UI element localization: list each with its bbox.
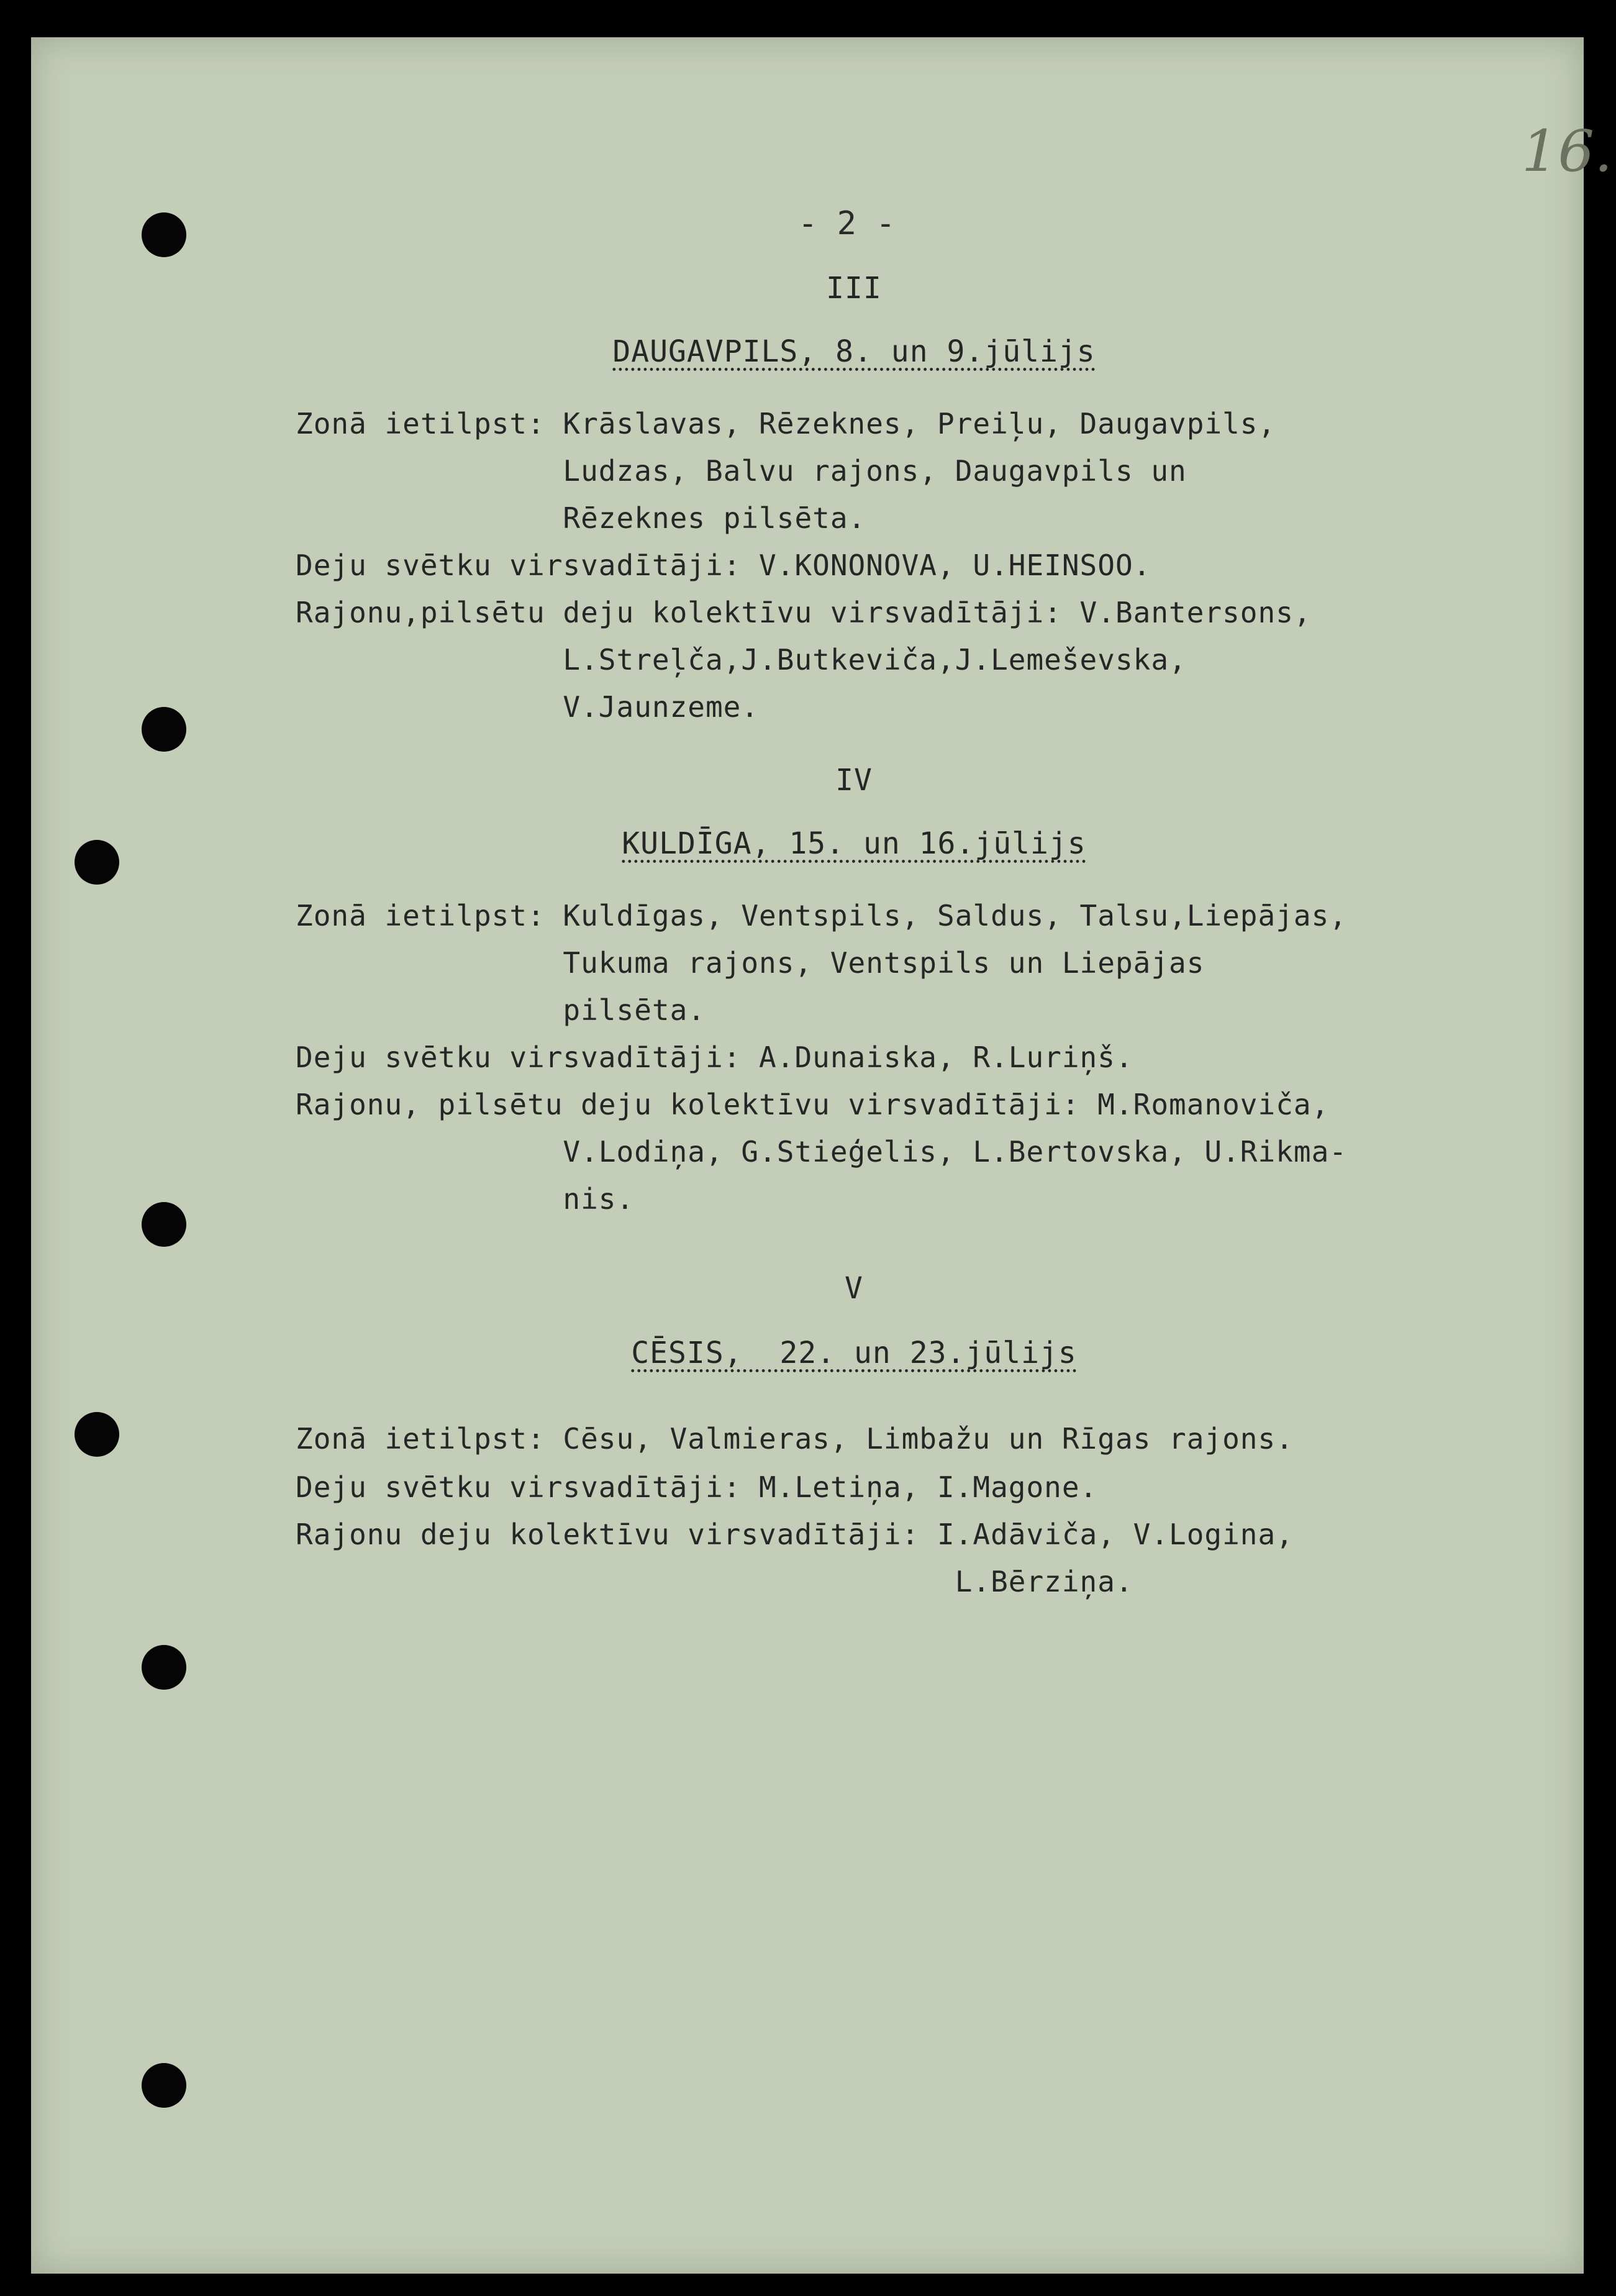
collective-leaders-line: Rajonu deju kolektīvu virsvadītāji: I.Adāviča, V.Logina,: [296, 1518, 1294, 1551]
punch-hole: [142, 2063, 186, 2108]
zone-line: Zonā ietilpst: Krāslavas, Rēzeknes, Preiļu, Daugavpils,: [296, 407, 1276, 440]
zone-line: Rēzeknes pilsēta.: [296, 501, 866, 535]
punch-hole: [142, 707, 186, 752]
collective-leaders-line: V.Jaunzeme.: [296, 690, 760, 724]
document-page: [31, 37, 1613, 2274]
section-numeral: III: [826, 271, 882, 306]
zone-line: pilsēta.: [296, 993, 706, 1027]
zone-line: Zonā ietilpst: Cēsu, Valmieras, Limbažu un Rīgas rajons.: [296, 1422, 1294, 1456]
punch-hole: [142, 212, 186, 257]
festival-leaders-line: Deju svētku virsvadītāji: M.Letiņa, I.Magone.: [296, 1470, 1098, 1504]
zone-line: Tukuma rajons, Ventspils un Liepājas: [296, 946, 1205, 980]
collective-leaders-line: L.Streļča,J.Butkeviča,J.Lemeševska,: [296, 643, 1187, 676]
section-heading: DAUGAVPILS, 8. un 9.jūlijs: [612, 334, 1096, 369]
section-heading: KULDĪGA, 15. un 16.jūlijs: [622, 826, 1086, 861]
page-number: - 2 -: [798, 205, 896, 242]
handwritten-page-mark: 16.: [1522, 118, 1613, 184]
collective-leaders-line: V.Lodiņa, G.Stieģelis, L.Bertovska, U.Rikma-: [296, 1135, 1347, 1168]
section-numeral: V: [845, 1271, 863, 1306]
collective-leaders-line: Rajonu,pilsētu deju kolektīvu virsvadītāji: V.Bantersons,: [296, 596, 1312, 629]
section-heading: CĒSIS, 22. un 23.jūlijs: [631, 1336, 1077, 1370]
festival-leaders-line: Deju svētku virsvadītāji: A.Dunaiska, R.Luriņš.: [296, 1041, 1133, 1074]
punch-hole: [75, 1412, 119, 1457]
collective-leaders-line: Rajonu, pilsētu deju kolektīvu virsvadītāji: M.Romanoviča,: [296, 1088, 1330, 1121]
punch-hole: [142, 1202, 186, 1247]
punch-hole: [142, 1645, 186, 1690]
festival-leaders-line: Deju svētku virsvadītāji: V.KONONOVA, U.HEINSOO.: [296, 549, 1151, 582]
zone-line: Ludzas, Balvu rajons, Daugavpils un: [296, 454, 1187, 488]
section-numeral: IV: [835, 763, 873, 798]
zone-line: Zonā ietilpst: Kuldīgas, Ventspils, Saldus, Talsu,Liepājas,: [296, 899, 1347, 932]
punch-hole: [75, 840, 119, 885]
collective-leaders-line: nis.: [296, 1182, 635, 1216]
collective-leaders-line: L.Bērziņa.: [296, 1565, 1133, 1598]
